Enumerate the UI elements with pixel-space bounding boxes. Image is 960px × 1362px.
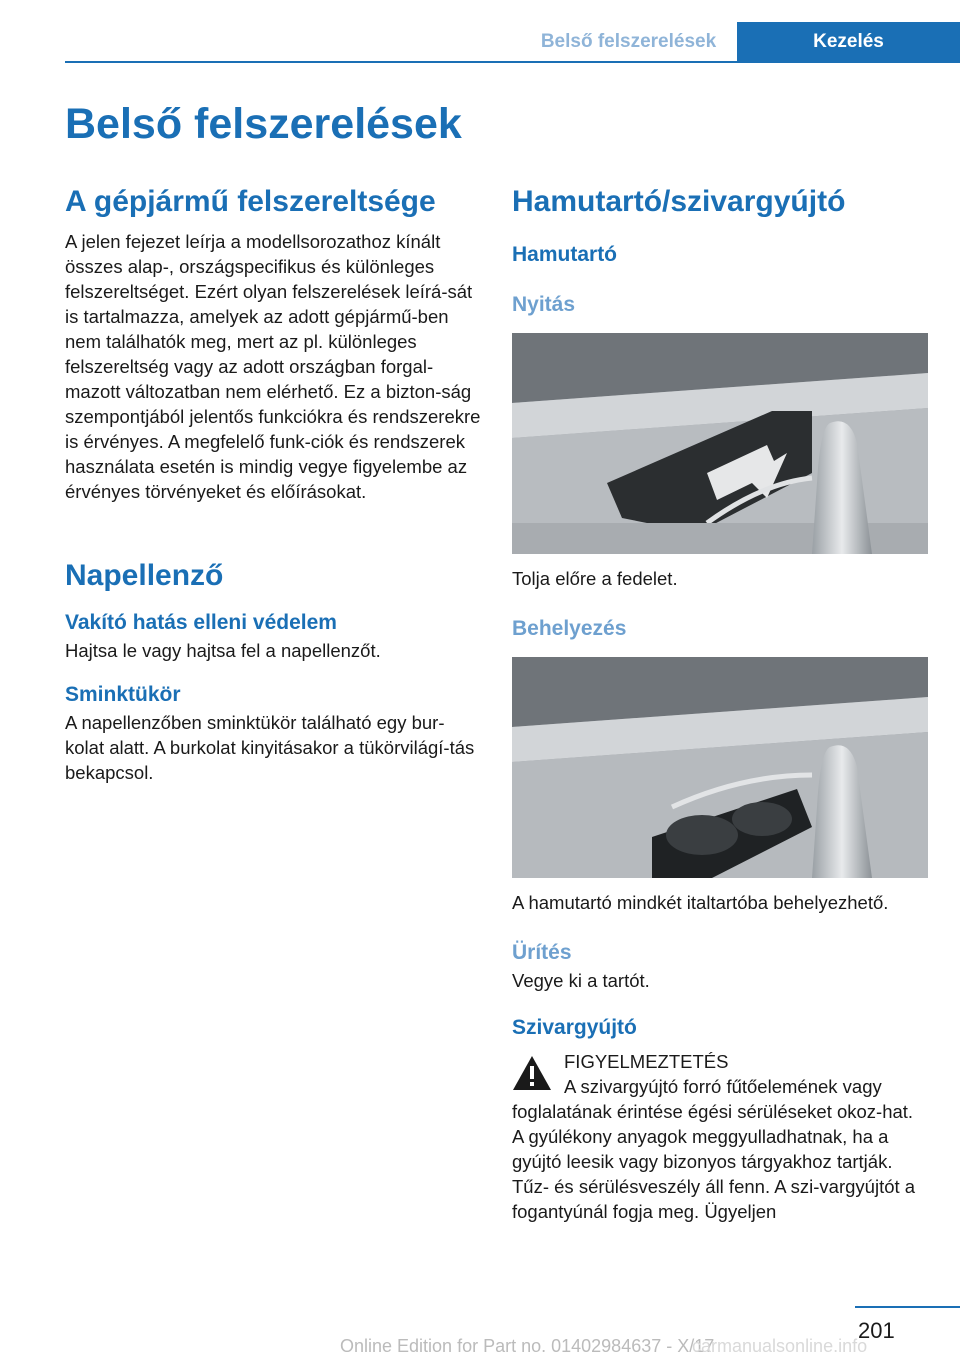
- glare-heading: Vakító hatás elleni védelem: [65, 611, 337, 634]
- ashtray-insert-photo: [512, 657, 928, 878]
- watermark: carmanualsonline.info: [692, 1336, 868, 1356]
- ashtray-heading: Hamutartó: [512, 243, 618, 266]
- chapter-title: Belső felszerelések: [65, 100, 462, 148]
- page-number: 201: [858, 1318, 895, 1343]
- insert-heading: Behelyezés: [512, 617, 627, 640]
- ashtray-open-photo: [512, 333, 928, 554]
- equipment-text: A jelen fejezet leírja a modellsorozathoz kínált összes alap-, országspecifikus és különleges felszereltséget. Ezért olyan felszerelések leírá-sát is tartalmazza, amelyek az adott gépjármű-ben nem találhatók meg, mert az pl. különleges felszereltség vagy az adott országban forgal-mazott változatban nem elérhető. Ez a bizton-ság szempontjából jelentős funkciókra és rendszerekre is érvényes. A megfelelő funk-ciók és rendszerek használata esetén is mindig vegye figyelembe az érvényes törvényeket és előírásokat.: [65, 231, 481, 502]
- glare-text: Hajtsa le vagy hajtsa fel a napellenzőt.: [65, 640, 381, 661]
- warning-first-line: A szivargyújtó forró fűtőelemének vagy: [564, 1076, 882, 1097]
- insert-text: A hamutartó mindkét italtartóba behelyezhető.: [512, 892, 889, 913]
- footer-rule: [855, 1306, 960, 1308]
- open-text: Tolja előre a fedelet.: [512, 568, 678, 589]
- warning-text: foglalatának érintése égési sérüléseket okoz-hat. A gyúlékony anyagok meggyulladhatnak, ha a gyújtó leesik vagy bizonyos tárgyakhoz tartják. Tűz- és sérülésveszély áll fenn. A szi-vargyújtót a fogantyúnál fogja meg. Ügyeljen: [512, 1101, 916, 1222]
- lighter-heading: Szivargyújtó: [512, 1016, 637, 1039]
- edition-note: Online Edition for Part no. 01402984637 - X/17: [340, 1336, 715, 1356]
- equipment-heading: A gépjármű felszereltsége: [65, 185, 436, 218]
- header-chapter-tab[interactable]: Kezelés: [737, 22, 960, 61]
- header-section-tab[interactable]: Belső felszerelések: [540, 31, 717, 52]
- warning-title: FIGYELMEZTETÉS: [564, 1051, 729, 1072]
- warning-triangle-icon: [512, 1055, 552, 1091]
- mirror-heading: Sminktükör: [65, 683, 181, 706]
- sunvisor-heading: Napellenző: [65, 559, 224, 592]
- empty-heading: Ürítés: [512, 941, 572, 964]
- ashtray-lighter-heading: Hamutartó/szivargyújtó: [512, 185, 846, 218]
- empty-text: Vegye ki a tartót.: [512, 970, 650, 991]
- open-heading: Nyitás: [512, 293, 576, 316]
- warning-block: [512, 1049, 928, 1224]
- header-rule: [65, 61, 960, 63]
- right-column: [512, 180, 928, 1224]
- left-column: [65, 180, 481, 785]
- mirror-text: A napellenzőben sminktükör található egy bur-kolat alatt. A burkolat kinyitásakor a tükörvilágí-tás bekapcsol.: [65, 712, 475, 783]
